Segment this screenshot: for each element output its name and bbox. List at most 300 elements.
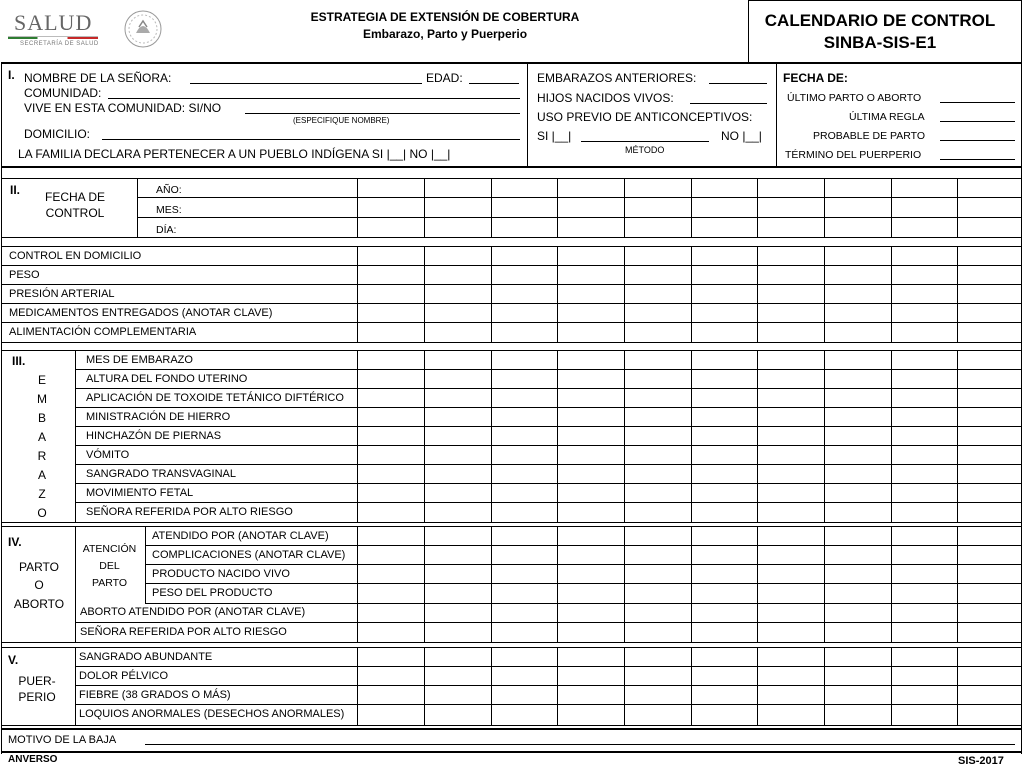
grid-input-cell[interactable] bbox=[358, 705, 424, 725]
grid-input-cell[interactable] bbox=[425, 667, 491, 685]
grid-input-cell[interactable] bbox=[358, 351, 424, 369]
grid-input-cell[interactable] bbox=[558, 623, 624, 642]
grid-input-cell[interactable] bbox=[492, 484, 557, 502]
grid-input-cell[interactable] bbox=[958, 465, 1021, 483]
grid-input-cell[interactable] bbox=[558, 179, 624, 197]
grid-input-cell[interactable] bbox=[558, 446, 624, 464]
grid-input-cell[interactable] bbox=[825, 285, 891, 303]
grid-input-cell[interactable] bbox=[892, 247, 957, 265]
grid-input-cell[interactable] bbox=[958, 198, 1021, 217]
grid-input-cell[interactable] bbox=[358, 198, 424, 217]
grid-input-cell[interactable] bbox=[425, 705, 491, 725]
grid-input-cell[interactable] bbox=[492, 427, 557, 445]
grid-input-cell[interactable] bbox=[492, 285, 557, 303]
grid-input-cell[interactable] bbox=[625, 623, 691, 642]
grid-input-cell[interactable] bbox=[558, 247, 624, 265]
metodo-field[interactable] bbox=[581, 141, 709, 142]
uso-si-checkbox[interactable]: SI |__| bbox=[537, 129, 572, 143]
grid-input-cell[interactable] bbox=[825, 527, 891, 545]
grid-input-cell[interactable] bbox=[892, 389, 957, 407]
grid-input-cell[interactable] bbox=[358, 446, 424, 464]
grid-input-cell[interactable] bbox=[425, 266, 491, 284]
grid-input-cell[interactable] bbox=[692, 686, 757, 704]
grid-input-cell[interactable] bbox=[825, 584, 891, 603]
section-iii-label: III. bbox=[12, 354, 26, 368]
ultima-regla-label: ÚLTIMA REGLA bbox=[849, 111, 925, 123]
grid-input-cell[interactable] bbox=[492, 389, 557, 407]
grid-input-cell[interactable] bbox=[692, 527, 757, 545]
grid-input-cell[interactable] bbox=[425, 484, 491, 502]
grid-input-cell[interactable] bbox=[758, 584, 824, 603]
termino-puerperio-field[interactable] bbox=[940, 159, 1015, 160]
grid-input-cell[interactable] bbox=[358, 247, 424, 265]
grid-input-cell[interactable] bbox=[825, 323, 891, 342]
row-loquios: LOQUIOS ANORMALES (DESECHOS ANORMALES) bbox=[79, 708, 345, 720]
grid-input-cell[interactable] bbox=[625, 565, 691, 583]
comunidad-field[interactable] bbox=[108, 98, 520, 99]
grid-input-cell[interactable] bbox=[692, 285, 757, 303]
grid-input-cell[interactable] bbox=[625, 351, 691, 369]
grid-input-cell[interactable] bbox=[825, 370, 891, 388]
grid-input-cell[interactable] bbox=[892, 351, 957, 369]
grid-input-cell[interactable] bbox=[358, 408, 424, 426]
grid-input-cell[interactable] bbox=[425, 323, 491, 342]
grid-input-cell[interactable] bbox=[958, 648, 1021, 666]
grid-input-cell[interactable] bbox=[425, 446, 491, 464]
grid-input-cell[interactable] bbox=[758, 198, 824, 217]
grid-input-cell[interactable] bbox=[892, 218, 957, 237]
grid-input-cell[interactable] bbox=[425, 623, 491, 642]
grid-input-cell[interactable] bbox=[958, 304, 1021, 322]
grid-input-cell[interactable] bbox=[892, 623, 957, 642]
grid-input-cell[interactable] bbox=[492, 247, 557, 265]
hijos-field[interactable] bbox=[690, 103, 767, 104]
grid-input-cell[interactable] bbox=[692, 446, 757, 464]
grid-input-cell[interactable] bbox=[825, 351, 891, 369]
grid-input-cell[interactable] bbox=[492, 565, 557, 583]
grid-input-cell[interactable] bbox=[758, 408, 824, 426]
grid-input-cell[interactable] bbox=[958, 427, 1021, 445]
grid-input-cell[interactable] bbox=[492, 546, 557, 564]
grid-input-cell[interactable] bbox=[492, 648, 557, 666]
grid-input-cell[interactable] bbox=[625, 503, 691, 522]
grid-input-cell[interactable] bbox=[625, 604, 691, 622]
grid-input-cell[interactable] bbox=[492, 705, 557, 725]
grid-input-cell[interactable] bbox=[692, 465, 757, 483]
row-aborto-atendido: ABORTO ATENDIDO POR (ANOTAR CLAVE) bbox=[80, 606, 306, 618]
grid-input-cell[interactable] bbox=[758, 179, 824, 197]
grid-input-cell[interactable] bbox=[425, 527, 491, 545]
grid-input-cell[interactable] bbox=[558, 546, 624, 564]
grid-input-cell[interactable] bbox=[825, 179, 891, 197]
grid-input-cell[interactable] bbox=[892, 484, 957, 502]
grid-input-cell[interactable] bbox=[492, 503, 557, 522]
grid-input-cell[interactable] bbox=[558, 604, 624, 622]
grid-input-cell[interactable] bbox=[825, 565, 891, 583]
grid-input-cell[interactable] bbox=[692, 198, 757, 217]
grid-input-cell[interactable] bbox=[892, 503, 957, 522]
grid-input-cell[interactable] bbox=[558, 285, 624, 303]
grid-input-cell[interactable] bbox=[558, 323, 624, 342]
grid-input-cell[interactable] bbox=[492, 623, 557, 642]
grid-input-cell[interactable] bbox=[492, 323, 557, 342]
grid-input-cell[interactable] bbox=[892, 446, 957, 464]
grid-input-cell[interactable] bbox=[558, 408, 624, 426]
grid-input-cell[interactable] bbox=[958, 323, 1021, 342]
grid-input-cell[interactable] bbox=[425, 503, 491, 522]
section-v-label: V. bbox=[8, 653, 19, 667]
probable-parto-label: PROBABLE DE PARTO bbox=[813, 130, 926, 142]
grid-input-cell[interactable] bbox=[625, 389, 691, 407]
grid-input-cell[interactable] bbox=[892, 304, 957, 322]
grid-input-cell[interactable] bbox=[958, 218, 1021, 237]
grid-input-cell[interactable] bbox=[825, 247, 891, 265]
ultima-regla-field[interactable] bbox=[940, 121, 1015, 122]
grid-input-cell[interactable] bbox=[958, 527, 1021, 545]
grid-input-cell[interactable] bbox=[358, 584, 424, 603]
grid-input-cell[interactable] bbox=[692, 584, 757, 603]
vive-field[interactable] bbox=[245, 113, 520, 114]
grid-input-cell[interactable] bbox=[558, 667, 624, 685]
grid-input-cell[interactable] bbox=[892, 198, 957, 217]
grid-input-cell[interactable] bbox=[492, 218, 557, 237]
grid-input-cell[interactable] bbox=[358, 546, 424, 564]
grid-input-cell[interactable] bbox=[758, 705, 824, 725]
grid-input-cell[interactable] bbox=[825, 218, 891, 237]
grid-input-cell[interactable] bbox=[825, 304, 891, 322]
grid-input-cell[interactable] bbox=[892, 427, 957, 445]
grid-input-cell[interactable] bbox=[625, 546, 691, 564]
grid-input-cell[interactable] bbox=[758, 565, 824, 583]
grid-input-cell[interactable] bbox=[758, 604, 824, 622]
grid-input-cell[interactable] bbox=[558, 484, 624, 502]
grid-input-cell[interactable] bbox=[825, 408, 891, 426]
grid-input-cell[interactable] bbox=[892, 604, 957, 622]
grid-input-cell[interactable] bbox=[825, 686, 891, 704]
grid-input-cell[interactable] bbox=[758, 623, 824, 642]
grid-input-cell[interactable] bbox=[625, 198, 691, 217]
grid-input-cell[interactable] bbox=[358, 465, 424, 483]
grid-input-cell[interactable] bbox=[825, 667, 891, 685]
grid-input-cell[interactable] bbox=[425, 198, 491, 217]
grid-input-cell[interactable] bbox=[692, 218, 757, 237]
grid-input-cell[interactable] bbox=[558, 686, 624, 704]
grid-input-cell[interactable] bbox=[958, 247, 1021, 265]
grid-input-cell[interactable] bbox=[425, 351, 491, 369]
grid-input-cell[interactable] bbox=[758, 285, 824, 303]
grid-input-cell[interactable] bbox=[492, 446, 557, 464]
grid-input-cell[interactable] bbox=[358, 503, 424, 522]
grid-input-cell[interactable] bbox=[825, 705, 891, 725]
grid-input-cell[interactable] bbox=[625, 686, 691, 704]
grid-input-cell[interactable] bbox=[558, 304, 624, 322]
domicilio-label: DOMICILIO: bbox=[24, 127, 91, 141]
grid-input-cell[interactable] bbox=[892, 648, 957, 666]
grid-input-cell[interactable] bbox=[892, 323, 957, 342]
grid-input-cell[interactable] bbox=[425, 408, 491, 426]
grid-input-cell[interactable] bbox=[625, 427, 691, 445]
grid-input-cell[interactable] bbox=[425, 465, 491, 483]
grid-input-cell[interactable] bbox=[492, 370, 557, 388]
grid-input-cell[interactable] bbox=[492, 179, 557, 197]
grid-input-cell[interactable] bbox=[558, 351, 624, 369]
grid-input-cell[interactable] bbox=[625, 179, 691, 197]
grid-input-cell[interactable] bbox=[625, 370, 691, 388]
grid-input-cell[interactable] bbox=[425, 686, 491, 704]
grid-input-cell[interactable] bbox=[958, 351, 1021, 369]
grid-input-cell[interactable] bbox=[958, 389, 1021, 407]
grid-input-cell[interactable] bbox=[358, 389, 424, 407]
grid-input-cell[interactable] bbox=[358, 648, 424, 666]
grid-input-cell[interactable] bbox=[958, 565, 1021, 583]
grid-input-cell[interactable] bbox=[558, 389, 624, 407]
grid-input-cell[interactable] bbox=[425, 427, 491, 445]
grid-input-cell[interactable] bbox=[358, 266, 424, 284]
grid-input-cell[interactable] bbox=[558, 266, 624, 284]
grid-input-cell[interactable] bbox=[892, 179, 957, 197]
grid-input-cell[interactable] bbox=[558, 705, 624, 725]
grid-input-cell[interactable] bbox=[825, 427, 891, 445]
grid-input-cell[interactable] bbox=[625, 285, 691, 303]
grid-input-cell[interactable] bbox=[958, 266, 1021, 284]
grid-input-cell[interactable] bbox=[825, 446, 891, 464]
grid-input-cell[interactable] bbox=[958, 584, 1021, 603]
grid-input-cell[interactable] bbox=[758, 427, 824, 445]
grid-input-cell[interactable] bbox=[692, 266, 757, 284]
grid-border-bottom bbox=[1, 237, 1021, 238]
grid-input-cell[interactable] bbox=[692, 247, 757, 265]
grid-input-cell[interactable] bbox=[558, 584, 624, 603]
grid-input-cell[interactable] bbox=[358, 686, 424, 704]
grid-input-cell[interactable] bbox=[358, 179, 424, 197]
grid-border-left bbox=[1, 246, 2, 342]
grid-input-cell[interactable] bbox=[958, 503, 1021, 522]
grid-input-cell[interactable] bbox=[692, 503, 757, 522]
grid-input-cell[interactable] bbox=[958, 408, 1021, 426]
grid-input-cell[interactable] bbox=[692, 565, 757, 583]
grid-input-cell[interactable] bbox=[558, 648, 624, 666]
grid-input-cell[interactable] bbox=[492, 304, 557, 322]
grid-input-cell[interactable] bbox=[958, 285, 1021, 303]
uso-no-checkbox[interactable]: NO |__| bbox=[721, 129, 762, 143]
nombre-field[interactable] bbox=[190, 83, 422, 84]
grid-input-cell[interactable] bbox=[758, 686, 824, 704]
grid-input-cell[interactable] bbox=[625, 266, 691, 284]
fecha-control-line1: FECHA DE bbox=[44, 190, 105, 204]
grid-input-cell[interactable] bbox=[892, 266, 957, 284]
grid-input-cell[interactable] bbox=[492, 527, 557, 545]
grid-input-cell[interactable] bbox=[758, 503, 824, 522]
grid-input-cell[interactable] bbox=[425, 179, 491, 197]
grid-input-cell[interactable] bbox=[625, 705, 691, 725]
grid-input-cell[interactable] bbox=[492, 604, 557, 622]
grid-input-cell[interactable] bbox=[358, 218, 424, 237]
grid-input-cell[interactable] bbox=[758, 266, 824, 284]
grid-input-cell[interactable] bbox=[825, 198, 891, 217]
letter-o: O bbox=[37, 506, 47, 520]
grid-input-cell[interactable] bbox=[358, 427, 424, 445]
grid-input-cell[interactable] bbox=[692, 408, 757, 426]
grid-input-cell[interactable] bbox=[758, 465, 824, 483]
grid-input-cell[interactable] bbox=[692, 546, 757, 564]
grid-input-cell[interactable] bbox=[625, 667, 691, 685]
letter-r: R bbox=[37, 449, 47, 463]
grid-input-cell[interactable] bbox=[758, 247, 824, 265]
grid-input-cell[interactable] bbox=[492, 266, 557, 284]
grid-input-cell[interactable] bbox=[425, 389, 491, 407]
grid-input-cell[interactable] bbox=[958, 686, 1021, 704]
grid-input-cell[interactable] bbox=[625, 408, 691, 426]
grid-input-cell[interactable] bbox=[625, 247, 691, 265]
grid-input-cell[interactable] bbox=[958, 546, 1021, 564]
grid-input-cell[interactable] bbox=[692, 323, 757, 342]
grid-input-cell[interactable] bbox=[958, 705, 1021, 725]
grid-input-cell[interactable] bbox=[358, 565, 424, 583]
grid-input-cell[interactable] bbox=[758, 648, 824, 666]
grid-input-cell[interactable] bbox=[492, 667, 557, 685]
grid-input-cell[interactable] bbox=[358, 604, 424, 622]
grid-input-cell[interactable] bbox=[892, 705, 957, 725]
grid-input-cell[interactable] bbox=[358, 304, 424, 322]
grid-input-cell[interactable] bbox=[758, 667, 824, 685]
grid-input-cell[interactable] bbox=[625, 584, 691, 603]
grid-input-cell[interactable] bbox=[558, 370, 624, 388]
embarazos-field[interactable] bbox=[709, 83, 767, 84]
grid-input-cell[interactable] bbox=[825, 465, 891, 483]
grid-input-cell[interactable] bbox=[625, 527, 691, 545]
grid-input-cell[interactable] bbox=[758, 304, 824, 322]
grid-input-cell[interactable] bbox=[758, 527, 824, 545]
grid-input-cell[interactable] bbox=[958, 446, 1021, 464]
grid-input-cell[interactable] bbox=[492, 351, 557, 369]
grid-input-cell[interactable] bbox=[892, 686, 957, 704]
grid-input-cell[interactable] bbox=[758, 446, 824, 464]
grid-input-cell[interactable] bbox=[825, 389, 891, 407]
grid-input-cell[interactable] bbox=[558, 427, 624, 445]
grid-input-cell[interactable] bbox=[358, 623, 424, 642]
grid-input-cell[interactable] bbox=[958, 370, 1021, 388]
grid-input-cell[interactable] bbox=[625, 446, 691, 464]
grid-input-cell[interactable] bbox=[692, 370, 757, 388]
grid-input-cell[interactable] bbox=[892, 370, 957, 388]
grid-input-cell[interactable] bbox=[958, 604, 1021, 622]
grid-input-cell[interactable] bbox=[825, 484, 891, 502]
grid-input-cell[interactable] bbox=[425, 584, 491, 603]
grid-input-cell[interactable] bbox=[425, 247, 491, 265]
grid-input-cell[interactable] bbox=[692, 389, 757, 407]
grid-input-cell[interactable] bbox=[492, 686, 557, 704]
grid-input-cell[interactable] bbox=[425, 304, 491, 322]
grid-input-cell[interactable] bbox=[625, 218, 691, 237]
edad-field[interactable] bbox=[469, 83, 519, 84]
row-atendido-por: ATENDIDO POR (ANOTAR CLAVE) bbox=[152, 530, 329, 542]
grid-input-cell[interactable] bbox=[958, 484, 1021, 502]
grid-input-cell[interactable] bbox=[825, 546, 891, 564]
grid-input-cell[interactable] bbox=[492, 408, 557, 426]
grid-input-cell[interactable] bbox=[892, 408, 957, 426]
grid-input-cell[interactable] bbox=[492, 465, 557, 483]
grid-input-cell[interactable] bbox=[758, 351, 824, 369]
grid-input-cell[interactable] bbox=[358, 484, 424, 502]
grid-input-cell[interactable] bbox=[892, 285, 957, 303]
motivo-baja-field[interactable] bbox=[145, 744, 1015, 745]
grid-input-cell[interactable] bbox=[958, 667, 1021, 685]
grid-input-cell[interactable] bbox=[825, 266, 891, 284]
grid-input-cell[interactable] bbox=[692, 604, 757, 622]
grid-input-cell[interactable] bbox=[358, 323, 424, 342]
grid-input-cell[interactable] bbox=[425, 565, 491, 583]
grid-input-cell[interactable] bbox=[425, 546, 491, 564]
grid-input-cell[interactable] bbox=[625, 484, 691, 502]
grid-input-cell[interactable] bbox=[358, 527, 424, 545]
grid-input-cell[interactable] bbox=[892, 584, 957, 603]
grid-input-cell[interactable] bbox=[558, 527, 624, 545]
grid-input-cell[interactable] bbox=[958, 623, 1021, 642]
grid-input-cell[interactable] bbox=[492, 198, 557, 217]
grid-input-cell[interactable] bbox=[958, 179, 1021, 197]
grid-input-cell[interactable] bbox=[692, 484, 757, 502]
grid-input-cell[interactable] bbox=[825, 623, 891, 642]
grid-input-cell[interactable] bbox=[558, 565, 624, 583]
grid-input-cell[interactable] bbox=[558, 218, 624, 237]
grid-input-cell[interactable] bbox=[625, 323, 691, 342]
grid-input-cell[interactable] bbox=[758, 389, 824, 407]
grid-input-cell[interactable] bbox=[758, 484, 824, 502]
grid-input-cell[interactable] bbox=[692, 427, 757, 445]
grid-input-cell[interactable] bbox=[825, 503, 891, 522]
grid-input-cell[interactable] bbox=[692, 304, 757, 322]
grid-input-cell[interactable] bbox=[425, 604, 491, 622]
grid-input-cell[interactable] bbox=[758, 218, 824, 237]
grid-input-cell[interactable] bbox=[892, 527, 957, 545]
domicilio-field[interactable] bbox=[102, 139, 520, 140]
grid-input-cell[interactable] bbox=[358, 667, 424, 685]
grid-input-cell[interactable] bbox=[358, 285, 424, 303]
grid-input-cell[interactable] bbox=[892, 546, 957, 564]
grid-input-cell[interactable] bbox=[692, 179, 757, 197]
grid-input-cell[interactable] bbox=[692, 705, 757, 725]
grid-input-cell[interactable] bbox=[425, 218, 491, 237]
grid-input-cell[interactable] bbox=[558, 503, 624, 522]
grid-input-cell[interactable] bbox=[492, 584, 557, 603]
grid-input-cell[interactable] bbox=[425, 648, 491, 666]
grid-input-cell[interactable] bbox=[692, 351, 757, 369]
grid-input-cell[interactable] bbox=[825, 604, 891, 622]
grid-input-cell[interactable] bbox=[892, 667, 957, 685]
ultimo-parto-field[interactable] bbox=[940, 102, 1015, 103]
grid-input-cell[interactable] bbox=[825, 648, 891, 666]
grid-input-cell[interactable] bbox=[358, 370, 424, 388]
grid-input-cell[interactable] bbox=[692, 623, 757, 642]
grid-input-cell[interactable] bbox=[625, 465, 691, 483]
grid-input-cell[interactable] bbox=[425, 370, 491, 388]
row-movimiento-fetal: MOVIMIENTO FETAL bbox=[86, 487, 194, 499]
grid-input-cell[interactable] bbox=[625, 648, 691, 666]
grid-input-cell[interactable] bbox=[425, 285, 491, 303]
hijos-label: HIJOS NACIDOS VIVOS: bbox=[537, 91, 674, 105]
grid-input-cell[interactable] bbox=[625, 304, 691, 322]
probable-parto-field[interactable] bbox=[940, 140, 1015, 141]
grid-input-cell[interactable] bbox=[692, 648, 757, 666]
grid-input-cell[interactable] bbox=[558, 465, 624, 483]
grid-input-cell[interactable] bbox=[892, 565, 957, 583]
grid-input-cell[interactable] bbox=[758, 323, 824, 342]
grid-input-cell[interactable] bbox=[758, 370, 824, 388]
grid-input-cell[interactable] bbox=[758, 546, 824, 564]
grid-input-cell[interactable] bbox=[558, 198, 624, 217]
grid-input-cell[interactable] bbox=[692, 667, 757, 685]
grid-input-cell[interactable] bbox=[892, 465, 957, 483]
